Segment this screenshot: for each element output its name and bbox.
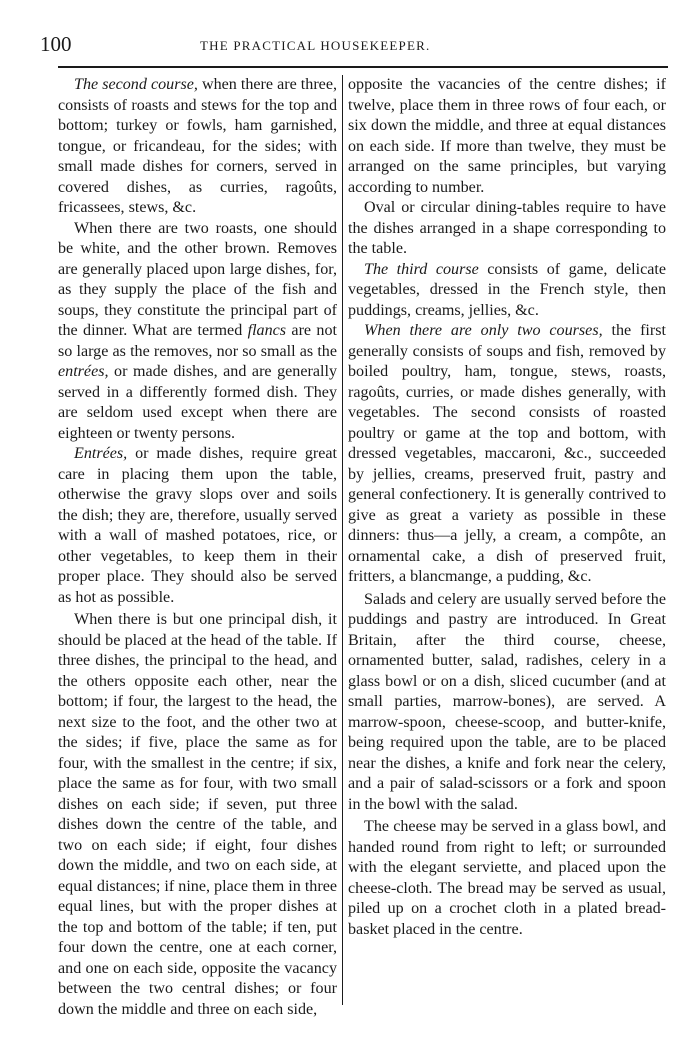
paragraph-continued	[348, 75, 666, 198]
paragraph-text: or made dishes, and are generally served in a differently formed dish. They are seldom used except when there are eighteen or twenty persons.	[58, 363, 337, 442]
paragraph-third-course	[348, 260, 666, 322]
page-number: 100	[40, 32, 72, 56]
paragraph-lead: When there are only two courses,	[364, 322, 603, 339]
running-head: THE PRACTICAL HOUSEKEEPER.	[200, 38, 431, 53]
paragraph-text: consists of game, delicate vegetables, dressed in the French style, then puddings, creams, jellies, &c.	[348, 260, 666, 319]
paragraph-text: opposite the vacancies of the centre dishes; if twelve, place them in three rows of four each, or six down the middle, and three at equal distances on each side. If more than twelve, they must be arranged on the same principles, but varying according to number.	[348, 76, 666, 196]
paragraph-text: are not so large as the removes, nor so small as the	[58, 322, 337, 360]
paragraph-text: when there are three, consists of roasts and stews for the top and bottom; turkey or fowls, ham garnished, tongue, or fricandeau, for the sides; with small made dishes for corners, served in covered dishes, as curries, ragoûts, fricassees, stews, &c.	[58, 76, 337, 216]
column-divider	[342, 75, 343, 1005]
paragraph-text: Salads and celery are usually served before the puddings and pastry are introduced. In Great Britain, after the third course, cheese, ornamented butter, salad, radishes, celery in a glass bowl or on a dish, sliced cucumber (and at small parties, marrow-bones), are served. A marrow-spoon, cheese-scoop, and butter-knife, being required upon the table, are to be placed near the dishes, a knife and fork near the celery, and a pair of salad-scissors or a fork and spoon in the bowl with the salad.	[348, 590, 666, 813]
header-rule	[58, 66, 668, 68]
paragraph-text: The cheese may be served in a glass bowl, and handed round from right to left; or surrounded with the elegant serviette, and placed upon the cheese-cloth. The bread may be served as usual, piled up on a crochet cloth in a plated bread-basket placed in the centre.	[348, 818, 666, 938]
paragraph-entrees	[58, 444, 337, 608]
paragraph-oval-tables	[348, 198, 666, 260]
paragraph-lead: The second course,	[74, 76, 198, 93]
paragraph-second-course	[58, 75, 337, 219]
paragraph-text: Oval or circular dining-tables require to have the dishes arranged in a shape corresponding to the table.	[348, 199, 666, 257]
paragraph-cheese	[348, 817, 666, 940]
term-entrees: entrées,	[58, 363, 109, 380]
page-header	[40, 32, 660, 62]
paragraph-text: or made dishes, require great care in placing them upon the table, otherwise the gravy slops over and soils the dish; they are, therefore, usually served with a wall of mashed potatoes, rice, or other vegetables, to keep them in their proper place. They should also be served as hot as possible.	[58, 445, 337, 606]
paragraph-one-dish	[58, 610, 337, 1020]
paragraph-lead: Entrées,	[74, 445, 128, 462]
paragraph-two-courses	[348, 321, 666, 588]
paragraph-text: the first generally consists of soups and fish, removed by boiled poultry, ham, tongue, stews, roasts, ragoûts, curries, or made dishes generally, with vegetables. The second consists of roasted poultry or game at the top and bottom, with dressed vegetables, maccaroni, &c., succeeded by jellies, creams, preserved fruit, pastry and general confectionery. It is generally contrived to give as great a variety as possible in these dinners: thus—a jelly, a cream, a compôte, an ornamental cake, a dish of preserved fruit, fritters, a blancmange, a pudding, &c.	[348, 322, 666, 585]
paragraph-two-roasts	[58, 219, 337, 445]
paragraph-text: When there is but one principal dish, it should be placed at the head of the table. If three dishes, the principal to the head, and the others opposite each other, near the bottom; if four, the largest to the head, the next size to the foot, and the other two at the sides; if five, place the same as for four, with the smallest in the centre; if six, place the same as for four, with two small dishes on each side; if seven, put three dishes down the centre of the table, and two on each side; if eight, four dishes down the middle, and two on each side, at equal distances; if nine, place them in three equal lines, but with the proper dishes at the top and bottom of the table; if ten, put four down the centre, one at each corner, and one on each side, opposite the vacancy between the two central dishes; or four down the middle and three on each side,	[58, 611, 337, 1018]
paragraph-text: When there are two roasts, one should be white, and the other brown. Removes are generally placed upon large dishes, for, as they supply the place of the fish and soups, they constitute the principal part of the dinner. What are termed	[58, 219, 337, 339]
paragraph-lead: The third course	[364, 260, 479, 278]
term-flancs: flancs	[247, 322, 287, 339]
left-column	[58, 75, 337, 1020]
right-column	[348, 75, 666, 940]
paragraph-salads	[348, 590, 666, 816]
